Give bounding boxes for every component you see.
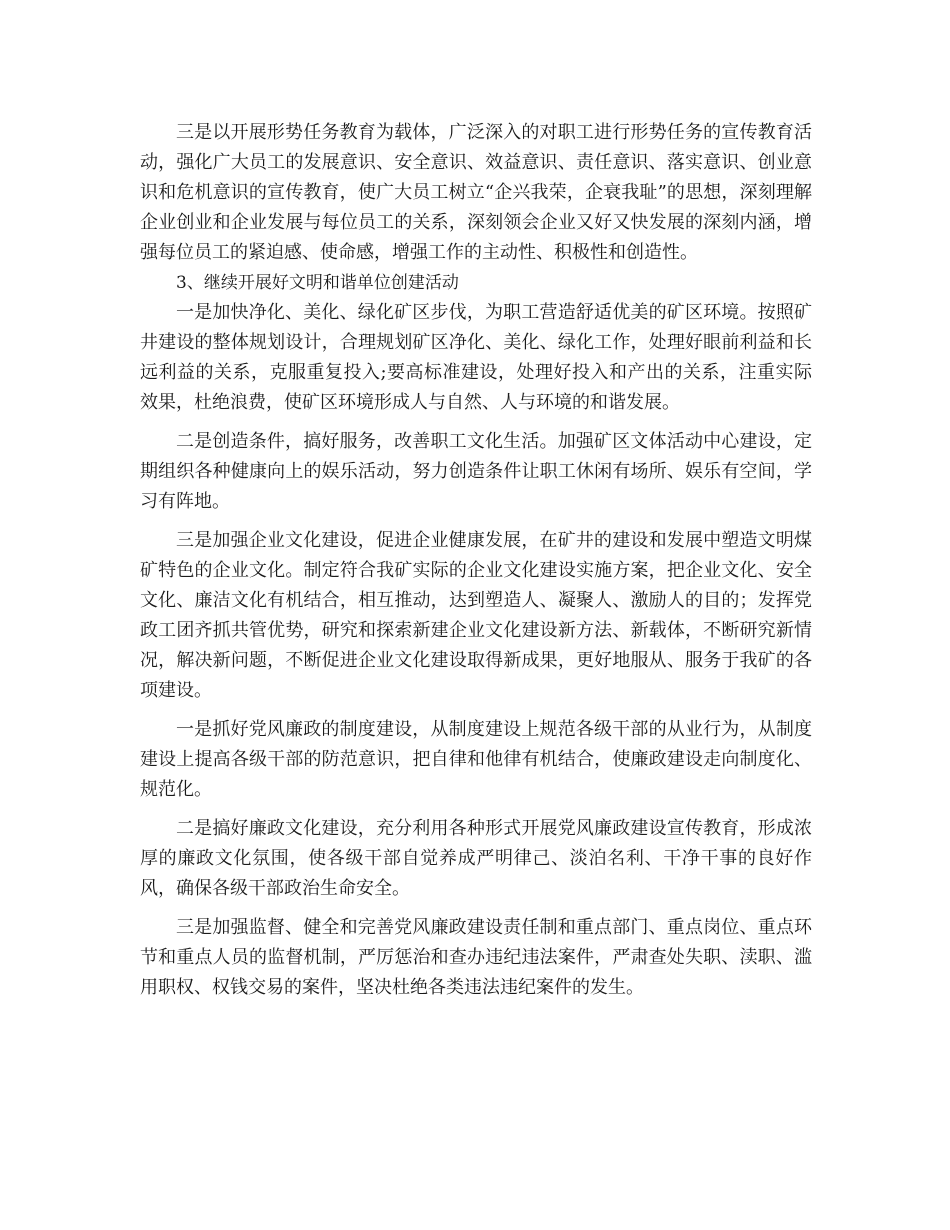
- document-body: [140, 118, 812, 1003]
- paragraph-corporate-culture: 三是加强企业文化建设，促进企业健康发展，在矿井的建设和发展中塑造文明煤矿特色的企业文化。制定符合我矿实际的企业文化建设实施方案，把企业文化、安全文化、廉洁文化有机结合，相互推动，达到塑造人、凝聚人、激励人的目的；发挥党政工团齐抓共管优势，研究和探索新建企业文化建设新方法、新载体，不断研究新情况，解决新问题，不断促进企业文化建设取得新成果，更好地服从、服务于我矿的各项建设。: [140, 530, 812, 701]
- paragraph-integrity-system: 一是抓好党风廉政的制度建设，从制度建设上规范各级干部的从业行为，从制度建设上提高各级干部的防范意识，把自律和他律有机结合，使廉政建设走向制度化、规范化。: [140, 719, 812, 800]
- paragraph-integrity-culture: 二是搞好廉政文化建设，充分利用各种形式开展党风廉政建设宣传教育，形成浓厚的廉政文化氛围，使各级干部自觉养成严明律己、淡泊名利、干净干事的良好作风，确保各级干部政治生命安全。: [140, 818, 812, 899]
- paragraph-staff-cultural-life: 二是创造条件，搞好服务，改善职工文化生活。加强矿区文体活动中心建设，定期组织各种健康向上的娱乐活动，努力创造条件让职工休闲有场所、娱乐有空间，学习有阵地。: [140, 431, 812, 512]
- paragraph-mining-area-environment: 一是加快净化、美化、绿化矿区步伐，为职工营造舒适优美的矿区环境。按照矿井建设的整体规划设计，合理规划矿区净化、美化、绿化工作，处理好眼前利益和长远利益的关系，克服重复投入;要高标准建设，处理好投入和产出的关系，注重实际效果，杜绝浪费，使矿区环境形成人与自然、人与环境的和谐发展。: [140, 302, 812, 413]
- section-heading-civilized-unit: 3、继续开展好文明和谐单位创建活动: [176, 273, 459, 293]
- paragraph-situation-education: 三是以开展形势任务教育为载体，广泛深入的对职工进行形势任务的宣传教育活动，强化广大员工的发展意识、安全意识、效益意识、责任意识、落实意识、创业意识和危机意识的宣传教育，使广大员工树立“企兴我荣，企衰我耻”的思想，深刻理解企业创业和企业发展与每位员工的关系，深刻领会企业又好又快发展的深刻内涵，增强每位员工的紧迫感、使命感，增强工作的主动性、积极性和创造性。: [140, 122, 812, 263]
- paragraph-supervision-mechanism: 三是加强监督、健全和完善党风廉政建设责任制和重点部门、重点岗位、重点环节和重点人员的监督机制，严厉惩治和查办违纪违法案件，严肃查处失职、渎职、滥用职权、权钱交易的案件，坚决杜绝各类违法违纪案件的发生。: [140, 917, 812, 998]
